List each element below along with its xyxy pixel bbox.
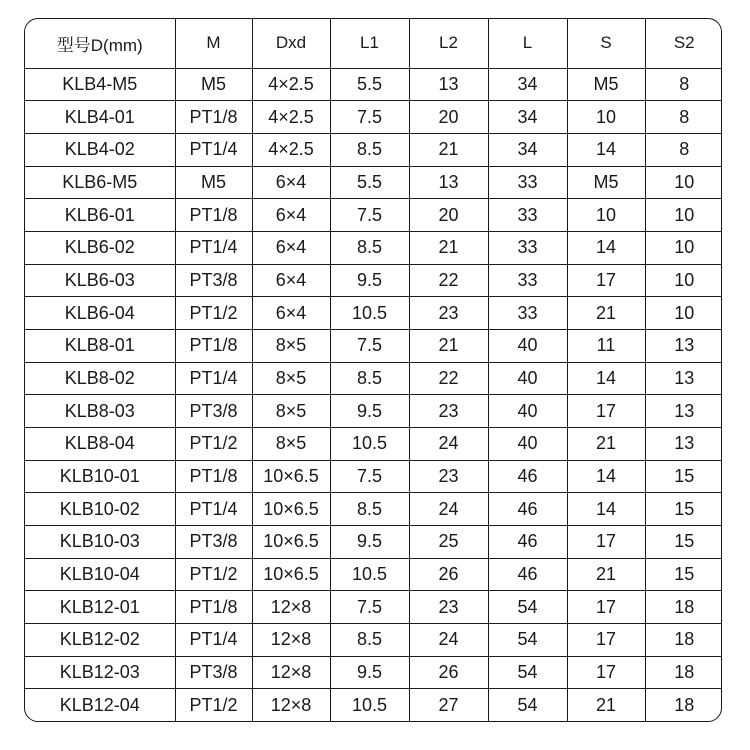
cell-model: KLB6-02 [25,231,175,264]
cell-m: PT3/8 [175,656,252,689]
cell-l2: 21 [409,133,488,166]
cell-l: 46 [488,460,567,493]
cell-l2: 24 [409,427,488,460]
cell-model: KLB6-04 [25,297,175,330]
cell-s2: 15 [645,558,722,591]
cell-m: PT1/8 [175,591,252,624]
spec-table-frame [24,18,722,722]
table-row [25,460,722,493]
cell-l1: 7.5 [330,460,409,493]
header-model: 型号D(mm) [25,19,175,68]
cell-l2: 22 [409,264,488,297]
cell-l1: 10.5 [330,689,409,721]
cell-s: 21 [567,689,645,721]
cell-model: KLB12-01 [25,591,175,624]
cell-l1: 8.5 [330,133,409,166]
table-row [25,525,722,558]
cell-model: KLB10-02 [25,493,175,526]
table-row [25,656,722,689]
cell-model: KLB8-04 [25,427,175,460]
table-row [25,231,722,264]
cell-dxd: 8×5 [252,362,330,395]
table-row [25,591,722,624]
cell-l2: 26 [409,558,488,591]
header-l2: L2 [409,19,488,68]
cell-l1: 7.5 [330,329,409,362]
cell-s2: 15 [645,525,722,558]
cell-dxd: 6×4 [252,166,330,199]
header-m: M [175,19,252,68]
header-s2: S2 [645,19,722,68]
cell-s: 17 [567,623,645,656]
cell-s2: 13 [645,329,722,362]
cell-s: 14 [567,460,645,493]
cell-s: 21 [567,558,645,591]
cell-dxd: 10×6.5 [252,460,330,493]
cell-model: KLB6-03 [25,264,175,297]
cell-dxd: 10×6.5 [252,558,330,591]
cell-dxd: 4×2.5 [252,101,330,134]
cell-dxd: 6×4 [252,264,330,297]
cell-l2: 13 [409,166,488,199]
cell-s2: 18 [645,623,722,656]
cell-model: KLB8-03 [25,395,175,428]
cell-model: KLB4-M5 [25,68,175,101]
cell-s: 14 [567,133,645,166]
cell-dxd: 4×2.5 [252,133,330,166]
cell-l: 40 [488,362,567,395]
cell-m: PT1/2 [175,297,252,330]
cell-m: PT1/8 [175,101,252,134]
table-row [25,427,722,460]
cell-s2: 13 [645,395,722,428]
cell-s2: 18 [645,591,722,624]
cell-model: KLB4-02 [25,133,175,166]
cell-l1: 5.5 [330,166,409,199]
cell-dxd: 12×8 [252,689,330,721]
cell-dxd: 4×2.5 [252,68,330,101]
cell-model: KLB10-03 [25,525,175,558]
cell-s2: 8 [645,133,722,166]
cell-l: 34 [488,133,567,166]
cell-s: 21 [567,297,645,330]
cell-s: M5 [567,166,645,199]
cell-s: 21 [567,427,645,460]
cell-s: 17 [567,264,645,297]
cell-m: PT1/8 [175,460,252,493]
table-row [25,329,722,362]
cell-l2: 27 [409,689,488,721]
table-body [25,68,722,721]
cell-s2: 10 [645,264,722,297]
cell-model: KLB12-03 [25,656,175,689]
cell-dxd: 10×6.5 [252,525,330,558]
cell-s: 17 [567,395,645,428]
table-row [25,68,722,101]
cell-s2: 15 [645,493,722,526]
table-row [25,395,722,428]
table-row [25,362,722,395]
cell-l2: 26 [409,656,488,689]
cell-s: 17 [567,591,645,624]
spec-table [25,19,722,721]
cell-s2: 13 [645,427,722,460]
cell-l2: 23 [409,297,488,330]
cell-l2: 13 [409,68,488,101]
cell-l1: 8.5 [330,493,409,526]
cell-s: M5 [567,68,645,101]
cell-m: PT3/8 [175,395,252,428]
table-row [25,493,722,526]
cell-model: KLB12-04 [25,689,175,721]
header-s: S [567,19,645,68]
cell-s2: 8 [645,101,722,134]
cell-l: 33 [488,166,567,199]
cell-l: 40 [488,395,567,428]
cell-l2: 24 [409,493,488,526]
cell-l: 33 [488,297,567,330]
table-row [25,199,722,232]
cell-l: 33 [488,264,567,297]
cell-l2: 22 [409,362,488,395]
cell-m: PT1/8 [175,199,252,232]
cell-model: KLB8-02 [25,362,175,395]
cell-l2: 21 [409,231,488,264]
table-row [25,623,722,656]
cell-m: PT1/2 [175,558,252,591]
cell-l: 54 [488,689,567,721]
cell-l2: 20 [409,199,488,232]
cell-l: 46 [488,525,567,558]
cell-model: KLB10-04 [25,558,175,591]
cell-s2: 10 [645,166,722,199]
cell-l: 40 [488,329,567,362]
cell-m: PT1/2 [175,427,252,460]
cell-m: PT1/8 [175,329,252,362]
cell-model: KLB6-M5 [25,166,175,199]
cell-dxd: 10×6.5 [252,493,330,526]
cell-s2: 10 [645,231,722,264]
table-row [25,297,722,330]
cell-s2: 13 [645,362,722,395]
cell-l1: 9.5 [330,525,409,558]
cell-s: 14 [567,362,645,395]
cell-l1: 10.5 [330,427,409,460]
cell-l1: 7.5 [330,591,409,624]
cell-l1: 9.5 [330,656,409,689]
table-row [25,133,722,166]
cell-l2: 21 [409,329,488,362]
cell-s2: 10 [645,297,722,330]
cell-l1: 9.5 [330,264,409,297]
header-l1: L1 [330,19,409,68]
cell-s2: 15 [645,460,722,493]
cell-m: PT1/2 [175,689,252,721]
table-row [25,558,722,591]
cell-l1: 8.5 [330,623,409,656]
cell-s2: 18 [645,656,722,689]
cell-dxd: 8×5 [252,395,330,428]
table-header-row [25,19,722,68]
cell-dxd: 6×4 [252,297,330,330]
cell-model: KLB4-01 [25,101,175,134]
cell-m: PT1/4 [175,231,252,264]
cell-s: 17 [567,525,645,558]
cell-l1: 7.5 [330,101,409,134]
cell-l1: 8.5 [330,231,409,264]
cell-dxd: 12×8 [252,591,330,624]
table-row [25,689,722,721]
cell-m: M5 [175,166,252,199]
cell-l2: 20 [409,101,488,134]
cell-m: M5 [175,68,252,101]
cell-m: PT3/8 [175,525,252,558]
cell-l: 54 [488,656,567,689]
cell-dxd: 12×8 [252,623,330,656]
table-row [25,166,722,199]
cell-l2: 23 [409,591,488,624]
cell-s: 14 [567,231,645,264]
cell-m: PT3/8 [175,264,252,297]
cell-l: 40 [488,427,567,460]
cell-l2: 23 [409,395,488,428]
header-dxd: Dxd [252,19,330,68]
cell-model: KLB8-01 [25,329,175,362]
cell-m: PT1/4 [175,493,252,526]
cell-s: 10 [567,199,645,232]
cell-s: 17 [567,656,645,689]
cell-l: 46 [488,558,567,591]
cell-l1: 10.5 [330,297,409,330]
cell-l2: 24 [409,623,488,656]
cell-l1: 9.5 [330,395,409,428]
cell-s: 14 [567,493,645,526]
cell-dxd: 8×5 [252,427,330,460]
cell-s2: 18 [645,689,722,721]
cell-l1: 5.5 [330,68,409,101]
cell-l: 33 [488,231,567,264]
cell-dxd: 6×4 [252,199,330,232]
cell-l1: 10.5 [330,558,409,591]
cell-dxd: 8×5 [252,329,330,362]
header-l: L [488,19,567,68]
cell-m: PT1/4 [175,623,252,656]
cell-s2: 10 [645,199,722,232]
cell-dxd: 12×8 [252,656,330,689]
cell-s2: 8 [645,68,722,101]
cell-model: KLB12-02 [25,623,175,656]
table-row [25,264,722,297]
cell-l: 34 [488,68,567,101]
cell-s: 10 [567,101,645,134]
cell-l: 46 [488,493,567,526]
cell-l2: 25 [409,525,488,558]
cell-l: 54 [488,591,567,624]
cell-s: 11 [567,329,645,362]
cell-m: PT1/4 [175,362,252,395]
table-row [25,101,722,134]
cell-model: KLB6-01 [25,199,175,232]
cell-l1: 8.5 [330,362,409,395]
cell-l1: 7.5 [330,199,409,232]
cell-dxd: 6×4 [252,231,330,264]
cell-m: PT1/4 [175,133,252,166]
cell-l2: 23 [409,460,488,493]
cell-l: 54 [488,623,567,656]
cell-model: KLB10-01 [25,460,175,493]
cell-l: 34 [488,101,567,134]
cell-l: 33 [488,199,567,232]
